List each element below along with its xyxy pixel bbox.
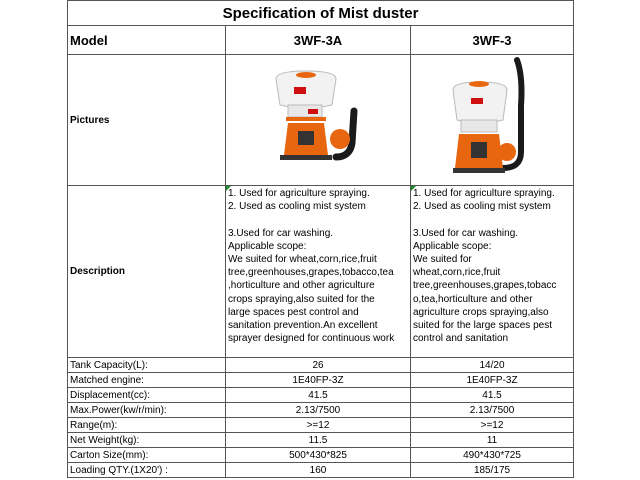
desc-line: control and sanitation xyxy=(413,333,509,345)
desc-line: sprayer designed for continuous work xyxy=(228,333,395,345)
spec-row-max-power xyxy=(68,403,574,418)
cell-corner-marker xyxy=(411,186,416,191)
desc-line: Applicable scope: xyxy=(228,240,307,252)
spec-value-3wf-3a: 160 xyxy=(226,463,411,478)
desc-line: 3.Used for car washing. xyxy=(413,227,519,239)
spec-value-3wf-3: 185/175 xyxy=(411,463,574,478)
spec-value-3wf-3: 11 xyxy=(411,433,574,448)
desc-line: 3.Used for car washing. xyxy=(228,227,334,239)
spec-value-3wf-3a: >=12 xyxy=(226,418,411,433)
spec-value-3wf-3: 490*430*725 xyxy=(411,448,574,463)
desc-line: 2. Used as cooling mist system xyxy=(413,201,551,213)
desc-line: wheat,corn,rice,fruit xyxy=(413,267,501,279)
spec-row-carton-size xyxy=(68,448,574,463)
cell-corner-marker xyxy=(226,186,231,191)
spec-row-displacement xyxy=(68,388,574,403)
spec-table xyxy=(67,0,574,478)
desc-line: We suited for wheat,corn,rice,fruit xyxy=(228,253,377,265)
spec-row-loading-qty xyxy=(68,463,574,478)
spec-label: Loading QTY.(1X20') : xyxy=(68,463,226,478)
spec-value-3wf-3a: 41.5 xyxy=(226,388,411,403)
desc-line: 2. Used as cooling mist system xyxy=(228,201,366,213)
desc-line: 1. Used for agriculture spraying. xyxy=(228,188,370,199)
spec-label: Net Weight(kg): xyxy=(68,433,226,448)
desc-line: We suited for xyxy=(413,253,472,265)
description-3wf-3a xyxy=(226,186,411,358)
spec-value-3wf-3: 14/20 xyxy=(411,358,574,373)
spec-value-3wf-3: 1E40FP-3Z xyxy=(411,373,574,388)
desc-line: o,tea,horticulture and other xyxy=(413,293,533,305)
spec-value-3wf-3a: 1E40FP-3Z xyxy=(226,373,411,388)
spec-label: Max.Power(kw/r/min): xyxy=(68,403,226,418)
picture-cell-3wf-3 xyxy=(411,55,574,186)
spec-value-3wf-3a: 26 xyxy=(226,358,411,373)
sprayer-3wf-3-image xyxy=(437,56,547,184)
model-3wf-3a: 3WF-3A xyxy=(226,26,411,55)
spec-row-tank-capacity xyxy=(68,358,574,373)
spec-value-3wf-3a: 11.5 xyxy=(226,433,411,448)
spec-value-3wf-3: 2.13/7500 xyxy=(411,403,574,418)
desc-line: 1. Used for agriculture spraying. xyxy=(413,188,555,199)
picture-cell-3wf-3a xyxy=(226,55,411,186)
spec-label: Range(m): xyxy=(68,418,226,433)
desc-line: crops spraying,also suited for the xyxy=(228,293,375,305)
desc-line: tree,greenhouses,grapes,tobacco,tea xyxy=(228,267,394,279)
description-3wf-3 xyxy=(411,186,574,358)
desc-line: Applicable scope: xyxy=(413,240,492,252)
desc-line: ,horticulture and other agriculture xyxy=(228,280,375,292)
spec-row-range xyxy=(68,418,574,433)
description-label: Description xyxy=(68,186,226,358)
desc-line xyxy=(228,213,408,226)
spec-label: Tank Capacity(L): xyxy=(68,358,226,373)
spec-label: Displacement(cc): xyxy=(68,388,226,403)
spec-row-net-weight xyxy=(68,433,574,448)
spec-value-3wf-3a: 2.13/7500 xyxy=(226,403,411,418)
desc-line: agriculture crops spraying,also xyxy=(413,306,549,318)
model-label: Model xyxy=(68,26,226,55)
table-title: Specification of Mist duster xyxy=(68,1,574,26)
desc-line xyxy=(413,213,571,226)
desc-line: tree,greenhouses,grapes,tobacc xyxy=(413,280,557,292)
spec-label: Carton Size(mm): xyxy=(68,448,226,463)
spec-value-3wf-3a: 500*430*825 xyxy=(226,448,411,463)
spec-value-3wf-3: 41.5 xyxy=(411,388,574,403)
model-3wf-3: 3WF-3 xyxy=(411,26,574,55)
pictures-label: Pictures xyxy=(68,55,226,186)
spec-value-3wf-3: >=12 xyxy=(411,418,574,433)
sprayer-3wf-3a-image xyxy=(258,65,378,175)
desc-line: large spaces pest control and xyxy=(228,306,359,318)
desc-line: suited for the large spaces pest xyxy=(413,319,552,331)
spec-label: Matched engine: xyxy=(68,373,226,388)
spec-row-matched-engine xyxy=(68,373,574,388)
desc-line: sanitation prevention.An excellent xyxy=(228,319,378,331)
